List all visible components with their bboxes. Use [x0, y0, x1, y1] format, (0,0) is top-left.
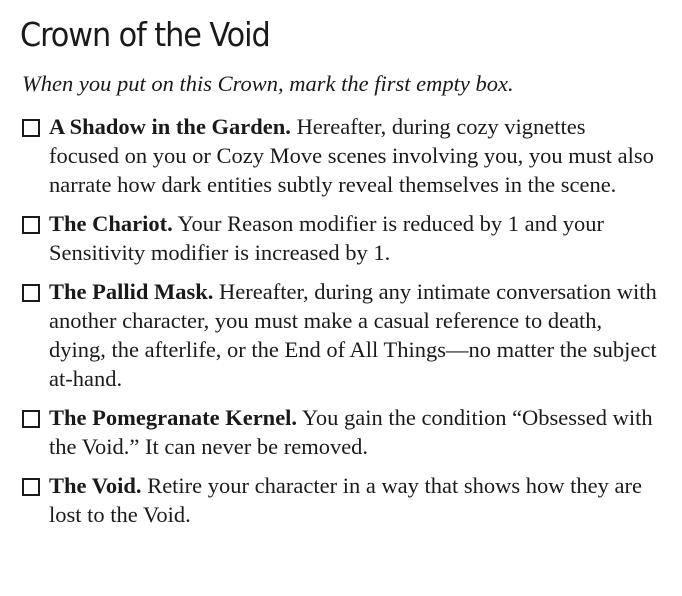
entry-title: The Void. — [49, 473, 142, 498]
entry-text: Retire your character in a way that shows how they are lost to the Void. — [49, 473, 643, 527]
intro-instruction: When you put on this Crown, mark the first empty box. — [22, 71, 514, 96]
list-item — [20, 403, 661, 461]
checkbox-icon[interactable] — [22, 119, 40, 137]
checkbox-icon[interactable] — [22, 478, 40, 496]
entry-text: You gain the condition “Obsessed with the Void.” It can never be removed. — [49, 405, 653, 459]
crown-card — [20, 0, 660, 539]
list-item — [20, 209, 661, 267]
checkbox-icon[interactable] — [22, 284, 40, 302]
crown-entries-list — [20, 112, 660, 529]
page-title: Crown of the Void — [20, 15, 270, 54]
entry-title: A Shadow in the Garden. — [49, 114, 291, 139]
checkbox-icon[interactable] — [22, 216, 40, 234]
list-item — [20, 471, 661, 529]
entry-title: The Pomegranate Kernel. — [49, 405, 298, 430]
entry-text: Hereafter, during any intimate conversation with another character, you must make a casual reference to death, dying, the afterlife, or the End of All Things—no matter the subject at-hand. — [49, 279, 657, 391]
list-item — [20, 112, 661, 199]
checkbox-icon[interactable] — [22, 410, 40, 428]
entry-title: The Chariot. — [49, 211, 173, 236]
entry-text: Hereafter, during cozy vignettes focused on you or Cozy Move scenes involving you, you must also narrate how dark entities subtly reveal themselves in the scene. — [49, 114, 654, 197]
entry-title: The Pallid Mask. — [49, 279, 214, 304]
list-item — [20, 277, 661, 393]
entry-text: Your Reason modifier is reduced by 1 and your Sensitivity modifier is increased by 1. — [49, 211, 604, 265]
